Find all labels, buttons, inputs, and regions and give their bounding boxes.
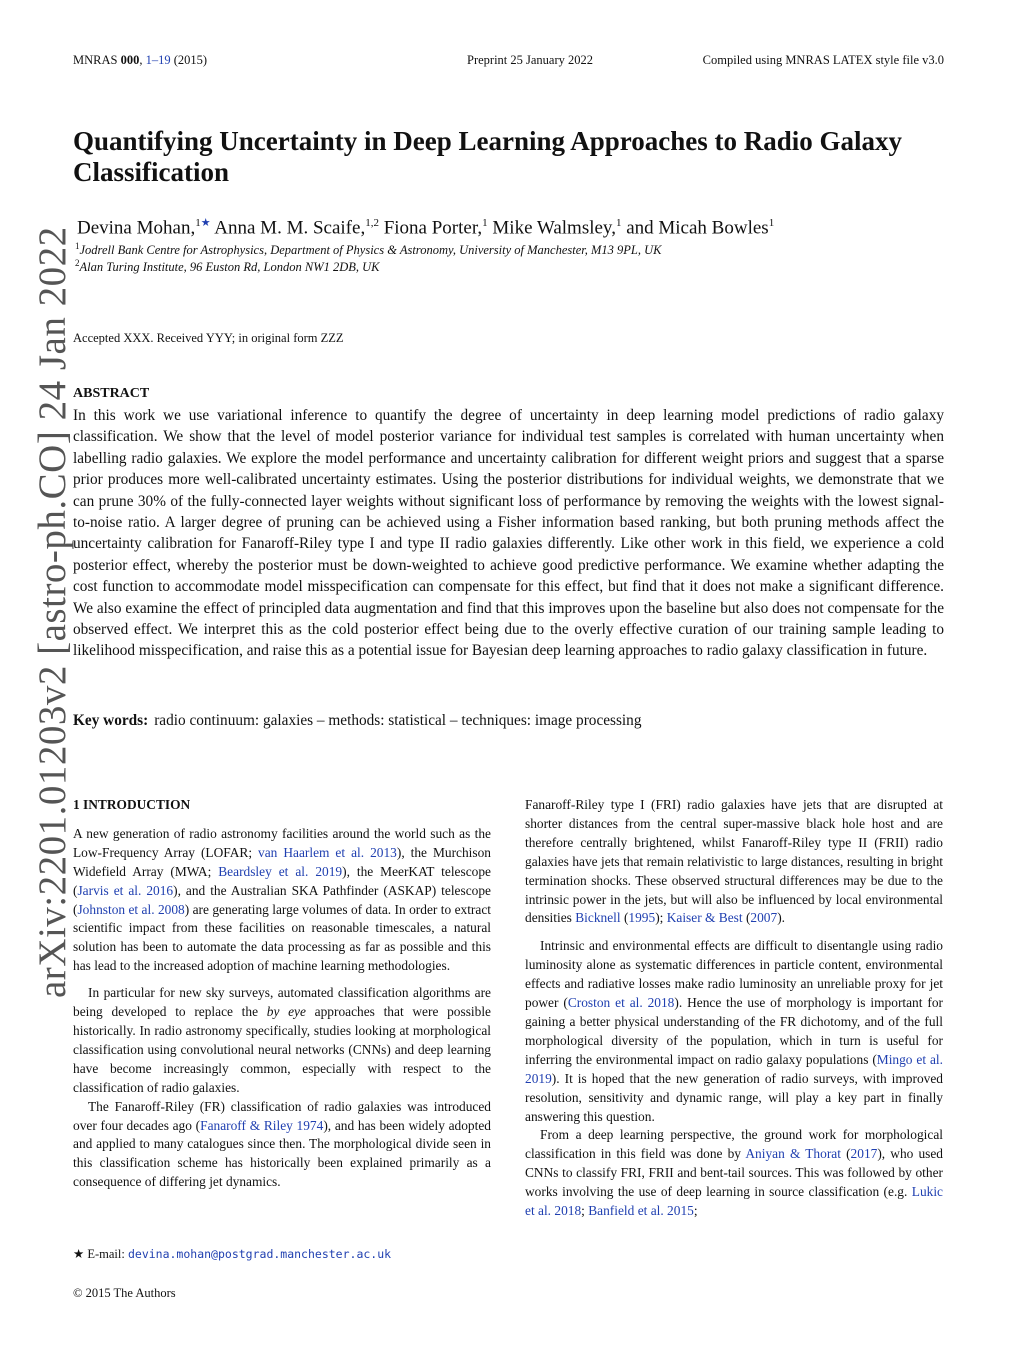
citation-link[interactable]: 2007 (750, 910, 778, 926)
volume: 000 (120, 53, 140, 67)
preprint-date: Preprint 25 January 2022 (467, 53, 594, 67)
right-column (525, 796, 943, 1221)
intro-paragraph-4: Fanaroff-Riley type I (FRI) radio galaxies have jets that are disrupted at shorter distances from the central super-massive black hole host and are therefore centrally brightened, whilst Fanaroff-Riley type II (FRII) radio galaxies have jets that remain relativistic to large distances, resulting in bright termination shocks. These observed structural differences may be due to the intrinsic power in the jets, but will also be influenced by local environmental densities Bicknell (1995); Kaiser & Best (2007). (525, 797, 943, 926)
citation-link[interactable]: Aniyan & Thorat (745, 1146, 841, 1162)
section-heading-introduction: 1 INTRODUCTION (73, 797, 191, 812)
copyright: © 2015 The Authors (73, 1286, 176, 1300)
citation-link[interactable]: Fanaroff & Riley 1974 (200, 1117, 324, 1133)
email-link[interactable]: devina.mohan@postgrad.manchester.ac.uk (127, 1247, 392, 1261)
corresponding-author-star[interactable]: ★ (200, 217, 211, 229)
intro-paragraph-1: A new generation of radio astronomy facilities around the world such as the Low-Frequency Array (LOFAR; van Haarlem et al. 2013), the Murchison Widefield Array (MWA; Beardsley et al. 2019), the MeerKAT telescope (Jarvis et al. 2016), and the Australian SKA Pathfinder (ASKAP) telescope (Johnston et al. 2008) are generating large volumes of data. In order to extract scientific impact from these facilities on reasonable timescales, a natural solution has been to automate the data processing as far as possible and this has lead to the increased adoption of machine learning methodologies. (73, 825, 492, 974)
left-column (73, 796, 491, 1192)
citation-link[interactable]: Mingo et al. 2019 (525, 1051, 943, 1086)
author-list: Devina Mohan,$^{1★}$ Anna M. M. Scaife,$^{1,2}$ Fiona Porter,$^1$ Mike Walmsley,$^1$ and Micah Bowles$^1$ (77, 217, 775, 239)
pages-link[interactable]: 1–19 (145, 53, 171, 67)
citation-link[interactable]: 2017 (850, 1146, 878, 1162)
citation-link[interactable]: van Haarlem et al. 2013 (258, 844, 397, 860)
citation-link[interactable]: Banfield et al. 2015 (588, 1203, 694, 1219)
citation-link[interactable]: Jarvis et al. 2016 (77, 882, 174, 898)
citation-link[interactable]: Beardsley et al. 2019 (218, 863, 343, 879)
received-accepted-line: Accepted XXX. Received YYY; in original form ZZZ (73, 331, 344, 345)
intro-paragraph-3: The Fanaroff-Riley (FR) classification of radio galaxies was introduced over four decades ago (Fanaroff & Riley 1974), and has been widely adopted and applied to many catalogues since then. The morphological divide seen in this classification scheme has historically been explained primarily as a consequence of differing jet dynamics. (73, 1098, 491, 1190)
intro-paragraph-2: In particular for new sky surveys, automated classification algorithms are being developed to replace the by eye approaches that were possible historically. In radio astronomy specifically, studies looking at morphological classification using convolutional neural networks (CNNs) and deep learning have become increasingly common, especially with respect to the classification of radio galaxies. (73, 985, 491, 1095)
arxiv-stamp: arXiv:2201.01203v2 [astro-ph.CO] 24 Jan 2022 (31, 226, 74, 998)
intro-paragraph-5: Intrinsic and environmental effects are difficult to disentangle using radio luminosity alone as systematic differences in particle content, environmental effects and radiative losses make radio luminosity an unreliable proxy for jet power (Croston et al. 2018). Hence the use of morphology is important for gaining a better physical understanding of the FR dichotomy, and of the full morphological diversity of the population, which in turn is useful for inferring the environmental impact on radio galaxy populations (Mingo et al. 2019). It is hoped that the new generation of radio surveys, with improved resolution, sensitivity and dynamic range, will play a key part in finally answering this question. (525, 938, 943, 1124)
abstract-text: In this work we use variational inference to quantify the degree of uncertainty in deep learning model predictions of radio galaxy classification. We show that the level of model posterior variance for individual test samples is correlated with human uncertainty when labelling radio galaxies. We explore the model performance and uncertainty calibration for different weight priors and suggest that a sparse prior produces more well-calibrated uncertainty estimates. Using the posterior distributions for individual weights, we demonstrate that we can prune 30% of the fully-connected layer weights without significant loss of performance by removing the weights with the lowest signal-to-noise ratio. A larger degree of pruning can be achieved using a Fisher information based ranking, but both pruning methods affect the uncertainty calibration for Fanaroff-Riley type I and type II radio galaxies differently. Like other work in this field, we experience a cold posterior effect, whereby the posterior must be down-weighted to achieve good predictive performance. We examine whether adapting the cost function to accommodate model misspecification can compensate for this effect, but find that it does not make a significant difference. We also examine the effect of principled data augmentation and find that this improves upon the baseline but also does not compensate for the observed effect. We interpret this as the cold posterior effect being due to the overly effective curation of our training sample leading to likelihood misspecification, and raise this as a potential issue for Bayesian deep learning approaches to radio galaxy classification in future. (73, 407, 944, 660)
compiled-note: Compiled using MNRAS LATEX style file v3.0 (702, 53, 944, 67)
affiliation-1: $^1$Jodrell Bank Centre for Astrophysics, Department of Physics & Astronomy, University of Manchester, M13 9PL, UK (75, 241, 662, 258)
running-header-journal: MNRAS 000, 1–19 (2015) (73, 53, 208, 67)
footnote-email: ★ E-mail: devina.mohan@postgrad.manchester.ac.uk (73, 1247, 392, 1261)
citation-link[interactable]: 1995 (628, 910, 656, 926)
citation-link[interactable]: Lukic et al. 2018 (525, 1184, 943, 1219)
abstract-heading: ABSTRACT (73, 386, 150, 401)
keywords: Key words: radio continuum: galaxies – methods: statistical – techniques: image processing (73, 712, 642, 729)
citation-link[interactable]: Croston et al. 2018 (567, 995, 675, 1011)
intro-paragraph-6: From a deep learning perspective, the ground work for morphological classification in this field was done by Aniyan & Thorat (2017), who used CNNs to classify FRI, FRII and bent-tail sources. This was followed by other works involving the use of deep learning in source classification (e.g. Lukic et al. 2018; Banfield et al. 2015; (525, 1127, 944, 1219)
affiliation-2: $^2$Alan Turing Institute, 96 Euston Rd, London NW1 2DB, UK (75, 258, 380, 275)
citation-link[interactable]: Bicknell (575, 910, 621, 926)
citation-link[interactable]: Johnston et al. 2008 (77, 901, 185, 917)
paper-title: Quantifying Uncertainty in Deep Learning Approaches to Radio Galaxy Classification (73, 126, 903, 187)
citation-link[interactable]: Kaiser & Best (666, 910, 743, 926)
